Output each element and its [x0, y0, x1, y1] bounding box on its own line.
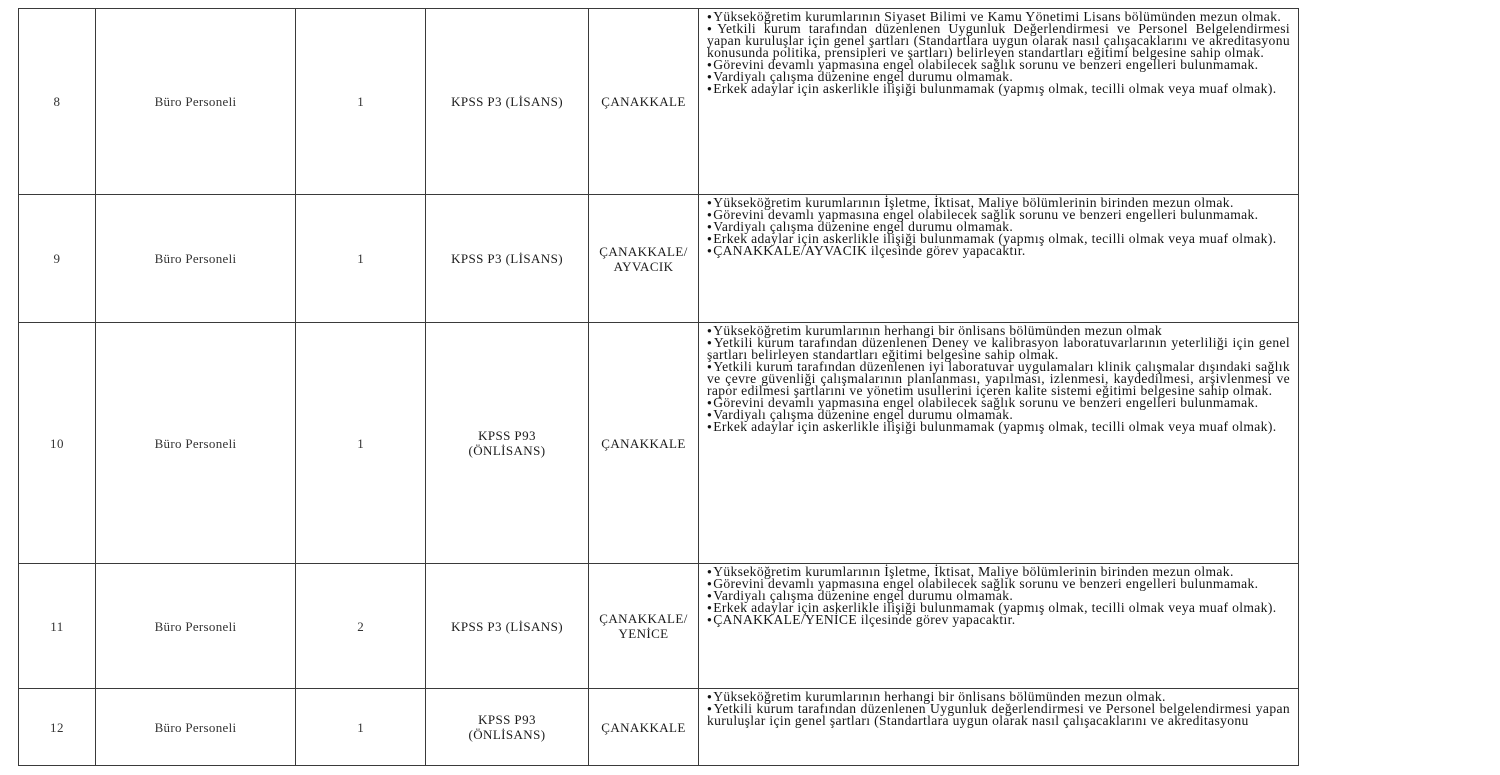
exam-type-cell: [426, 9, 589, 195]
location-line: ÇANAKKALE/: [599, 243, 688, 259]
requirement-item: ● ÇANAKKALE/AYVACIK ilçesinde görev yapacaktır.: [707, 245, 1290, 257]
requirement-item: ● Görevini devamlı yapmasına engel olabilecek sağlık sorunu ve benzeri engelleri bulunmamak.: [707, 578, 1290, 590]
requirement-item: ● Yetkili kurum tarafından düzenlenen Uygunluk değerlendirmesi ve Personel belgelendirmesi yapan kuruluşlar için genel şartları (Standartlara uygun olarak nasıl çalışacaklarını ve akreditasyonu: [707, 703, 1290, 727]
location-cell: [589, 9, 699, 195]
position-title-cell: Büro Personeli: [96, 323, 296, 564]
table-row: [19, 195, 1299, 323]
position-title-cell: Büro Personeli: [96, 689, 296, 766]
exam-type-line: KPSS P93: [478, 428, 536, 443]
location-line: ÇANAKKALE: [601, 435, 686, 451]
position-count-cell: 1: [296, 689, 426, 766]
table-row: [19, 564, 1299, 689]
location-cell: [589, 323, 699, 564]
position-count-cell: 1: [296, 323, 426, 564]
requirements-cell: [699, 689, 1299, 766]
row-number-cell: 10: [19, 323, 96, 564]
location-cell: [589, 195, 699, 323]
exam-type-cell: [426, 564, 589, 689]
location-cell: [589, 564, 699, 689]
exam-type-line: KPSS P3 (LİSANS): [451, 618, 563, 634]
requirement-item: ● Erkek adaylar için askerlikle ilişiği bulunmamak (yapmış olmak, tecilli olmak veya muaf olmak).: [707, 83, 1290, 95]
position-title-cell: Büro Personeli: [96, 195, 296, 323]
requirement-item: ● Yetkili kurum tarafından düzenlenen Uygunluk Değerlendirmesi ve Personel Belgelendirmesi yapan kuruluşlar için genel şartları (Standartlara uygun olarak nasıl çalışacaklarını ve akreditasyonu konusunda politika, prensipleri ve şartları) belirleyen standartları eğitimi belgesine sahip olmak.: [707, 23, 1290, 59]
requirement-item: ● Görevini devamlı yapmasına engel olabilecek sağlık sorunu ve benzeri engelleri bulunmamak.: [707, 209, 1290, 221]
position-title-cell: Büro Personeli: [96, 564, 296, 689]
exam-type-line: KPSS P3 (LİSANS): [451, 251, 563, 266]
exam-type-line: KPSS P93: [478, 712, 536, 727]
position-count-cell: 2: [296, 564, 426, 689]
row-number-cell: 11: [19, 564, 96, 689]
requirement-item: ● Vardiyalı çalışma düzenine engel durumu olmamak.: [707, 409, 1290, 421]
requirement-item: ● Vardiyalı çalışma düzenine engel durumu olmamak.: [707, 221, 1290, 233]
exam-type-cell: [426, 689, 589, 766]
table-row: [19, 9, 1299, 195]
exam-type-line: (ÖNLİSANS): [468, 727, 546, 742]
row-number-cell: 8: [19, 9, 96, 195]
requirement-item: ● Yetkili kurum tarafından düzenlenen iyi laboratuvar uygulamaları klinik çalışmalar dışındaki sağlık ve çevre güvenliği çalışmalarının planlanması, yapılması, izlenmesi, kaydedilmesi, arşivlenmesi ve rapor edilmesi şartlarını ve yönetim usullerini içeren kalite sistemi eğitimi belgesine sahip olmak.: [707, 361, 1290, 397]
exam-type-cell: [426, 195, 589, 323]
requirement-item: ● Görevini devamlı yapmasına engel olabilecek sağlık sorunu ve benzeri engelleri bulunmamak.: [707, 397, 1290, 409]
requirements-cell: [699, 9, 1299, 195]
requirements-cell: [699, 323, 1299, 564]
requirement-item: ● Yetkili kurum tarafından düzenlenen Deney ve kalibrasyon laboratuvarlarının yeterliliği için genel şartları belirleyen standartları eğitimi belgesine sahip olmak.: [707, 337, 1290, 361]
exam-type-line: (ÖNLİSANS): [468, 443, 546, 458]
position-count-cell: 1: [296, 195, 426, 323]
requirement-item: ● ÇANAKKALE/YENİCE ilçesinde görev yapacaktır.: [707, 614, 1290, 626]
requirement-item: ● Vardiyalı çalışma düzenine engel durumu olmamak.: [707, 590, 1290, 602]
location-line: ÇANAKKALE: [601, 94, 686, 109]
requirement-item: ● Yükseköğretim kurumlarının İşletme, İktisat, Maliye bölümlerinin birinden mezun olmak.: [707, 197, 1290, 209]
requirement-item: ● Erkek adaylar için askerlikle ilişiği bulunmamak (yapmış olmak, tecilli olmak veya muaf olmak).: [707, 602, 1290, 614]
requirement-item: ● Yükseköğretim kurumlarının herhangi bir önlisans bölümünden mezun olmak.: [707, 691, 1290, 703]
position-count-cell: 1: [296, 9, 426, 195]
position-title-cell: Büro Personeli: [96, 9, 296, 195]
location-line: AYVACIK: [613, 258, 674, 274]
requirement-item: ● Vardiyalı çalışma düzenine engel durumu olmamak.: [707, 71, 1290, 83]
location-cell: [589, 689, 699, 766]
requirement-item: ● Yükseköğretim kurumlarının herhangi bir önlisans bölümünden mezun olmak: [707, 325, 1290, 337]
exam-type-line: KPSS P3 (LİSANS): [451, 94, 563, 109]
location-line: ÇANAKKALE: [601, 719, 686, 735]
exam-type-cell: [426, 323, 589, 564]
row-number-cell: 9: [19, 195, 96, 323]
requirement-item: ● Görevini devamlı yapmasına engel olabilecek sağlık sorunu ve benzeri engelleri bulunmamak.: [707, 59, 1290, 71]
table-row: [19, 323, 1299, 564]
requirement-item: ● Yükseköğretim kurumlarının Siyaset Bilimi ve Kamu Yönetimi Lisans bölümünden mezun olmak.: [707, 11, 1290, 23]
location-line: YENİCE: [618, 626, 669, 641]
positions-table: [18, 8, 1299, 766]
requirement-item: ● Yükseköğretim kurumlarının İşletme, İktisat, Maliye bölümlerinin birinden mezun olmak.: [707, 566, 1290, 578]
requirement-item: ● Erkek adaylar için askerlikle ilişiği bulunmamak (yapmış olmak, tecilli olmak veya muaf olmak).: [707, 233, 1290, 245]
requirement-item: ● Erkek adaylar için askerlikle ilişiği bulunmamak (yapmış olmak, tecilli olmak veya muaf olmak).: [707, 421, 1290, 433]
row-number-cell: 12: [19, 689, 96, 766]
requirements-cell: [699, 564, 1299, 689]
table-row: [19, 689, 1299, 766]
location-line: ÇANAKKALE/: [599, 611, 688, 626]
requirements-cell: [699, 195, 1299, 323]
